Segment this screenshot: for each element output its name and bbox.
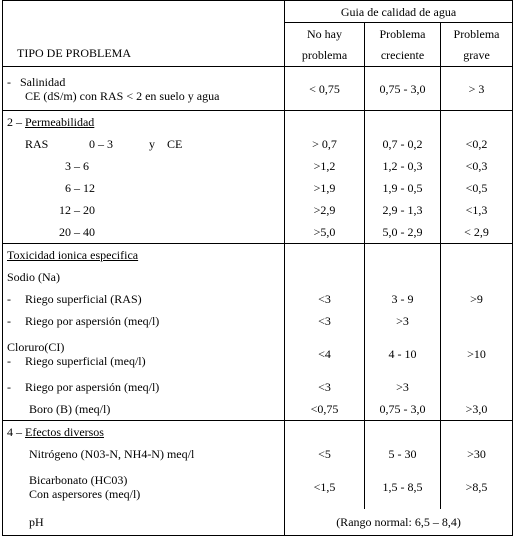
permeability-row — [3, 133, 285, 155]
chloride-surface-severe: >10 — [441, 332, 513, 376]
perm-growing: 0,7 - 0,2 — [365, 133, 441, 155]
perm-no-problem: > 0,7 — [285, 133, 365, 155]
ras-range: 3 – 6 — [65, 159, 89, 173]
chloride-sprinkler-row — [3, 376, 285, 398]
chloride-surface-growing: 4 - 10 — [365, 332, 441, 376]
problem-type-header — [3, 1, 285, 67]
sodium-surface-growing: 3 - 9 — [365, 288, 441, 310]
bicarbonate-no-problem: <1,5 — [285, 465, 365, 509]
col-severe-problem-header-1: Problema — [441, 23, 513, 45]
bicarbonate-cell — [3, 465, 285, 509]
chloride-surface-label: Riego superficial (meq/l) — [25, 354, 146, 368]
perm-no-problem: >1,2 — [285, 155, 365, 177]
perm-severe: <1,3 — [441, 199, 513, 221]
toxicity-title: Toxicidad ionica especifica — [7, 248, 139, 262]
ras-range: 0 – 3 — [89, 137, 113, 151]
nitrogen-label: Nitrógeno (N03-N, NH4-N) meq/l — [3, 443, 285, 465]
permeability-row — [3, 199, 285, 221]
nitrogen-growing: 5 - 30 — [365, 443, 441, 465]
nitrogen-no-problem: <5 — [285, 443, 365, 465]
sodium-surface-row — [3, 288, 285, 310]
perm-severe: <0,2 — [441, 133, 513, 155]
sodium-sprinkler-no-problem: <3 — [285, 310, 365, 332]
permeability-heading — [3, 111, 285, 134]
problem-type-header-label: TIPO DE PROBLEMA — [17, 46, 132, 60]
misc-effects-prefix: 4 – — [7, 425, 25, 439]
chloride-sprinkler-no-problem: <3 — [285, 376, 365, 398]
dash-marker: - — [7, 354, 11, 368]
salinity-cell — [3, 67, 285, 111]
sodium-sprinkler-row — [3, 310, 285, 332]
perm-no-problem: >1,9 — [285, 177, 365, 199]
salinity-label: - Salinidad — [7, 74, 66, 89]
boron-severe: >3,0 — [441, 398, 513, 421]
water-quality-table — [2, 0, 513, 536]
sodium-heading: Sodio (Na) — [3, 266, 285, 288]
ras-label: RAS — [25, 137, 49, 151]
bicarbonate-label: Bicarbonato (HC03) — [29, 473, 128, 487]
perm-growing: 1,2 - 0,3 — [365, 155, 441, 177]
sodium-sprinkler-growing: >3 — [365, 310, 441, 332]
boron-growing: 0,75 - 3,0 — [365, 398, 441, 421]
dash-marker: - — [7, 292, 11, 306]
salinity-no-problem: < 0,75 — [285, 67, 365, 111]
chloride-cell — [3, 332, 285, 376]
ras-range: 12 – 20 — [59, 203, 95, 217]
salinity-growing: 0,75 - 3,0 — [365, 67, 441, 111]
chloride-sprinkler-label: Riego por aspersión (meq/l) — [25, 380, 160, 394]
dash-marker: - — [7, 380, 11, 394]
bicarbonate-sprinkler-label: Con aspersores (meq/l) — [29, 487, 141, 501]
permeability-row — [3, 177, 285, 199]
sodium-sprinkler-severe — [441, 310, 513, 332]
perm-growing: 5,0 - 2,9 — [365, 221, 441, 244]
perm-severe: <0,5 — [441, 177, 513, 199]
nitrogen-severe: >30 — [441, 443, 513, 465]
sodium-surface-no-problem: <3 — [285, 288, 365, 310]
col-severe-problem-header-2: grave — [441, 45, 513, 67]
ph-normal-range: (Rango normal: 6,5 – 8,4) — [285, 509, 513, 535]
ce-label: y CE — [149, 137, 183, 151]
permeability-title: Permeabilidad — [25, 115, 95, 129]
chloride-surface-no-problem: <4 — [285, 332, 365, 376]
sodium-surface-label: Riego superficial (RAS) — [25, 292, 142, 306]
perm-severe: < 2,9 — [441, 221, 513, 244]
perm-severe: <0,3 — [441, 155, 513, 177]
salinity-ce-label: CE (dS/m) con RAS < 2 en suelo y agua — [25, 88, 220, 103]
sodium-sprinkler-label: Riego por aspersión (meq/l) — [25, 314, 160, 328]
sodium-surface-severe: >9 — [441, 288, 513, 310]
chloride-sprinkler-growing: >3 — [365, 376, 441, 398]
permeability-row — [3, 221, 285, 244]
salinity-severe: > 3 — [441, 67, 513, 111]
bicarbonate-growing: 1,5 - 8,5 — [365, 465, 441, 509]
misc-effects-title: Efectos diversos — [25, 425, 104, 439]
perm-no-problem: >5,0 — [285, 221, 365, 244]
ras-range: 6 – 12 — [65, 181, 95, 195]
quality-guide-header: Guia de calidad de agua — [285, 1, 513, 23]
boron-no-problem: <0,75 — [285, 398, 365, 421]
perm-growing: 2,9 - 1,3 — [365, 199, 441, 221]
ph-label: pH — [3, 509, 285, 535]
chloride-heading: Cloruro(CI) — [7, 340, 65, 354]
toxicity-heading — [3, 244, 285, 267]
boron-label: Boro (B) (meq/l) — [3, 398, 285, 421]
ras-range: 20 – 40 — [59, 225, 95, 239]
col-growing-problem-header-1: Problema — [365, 23, 441, 45]
chloride-sprinkler-severe — [441, 376, 513, 398]
perm-no-problem: >2,9 — [285, 199, 365, 221]
col-no-problem-header-2: problema — [285, 45, 365, 67]
col-no-problem-header-1: No hay — [285, 23, 365, 45]
bicarbonate-severe: >8,5 — [441, 465, 513, 509]
permeability-prefix: 2 – — [7, 115, 25, 129]
permeability-row — [3, 155, 285, 177]
misc-effects-heading — [3, 421, 285, 444]
col-growing-problem-header-2: creciente — [365, 45, 441, 67]
dash-marker: - — [7, 314, 11, 328]
perm-growing: 1,9 - 0,5 — [365, 177, 441, 199]
